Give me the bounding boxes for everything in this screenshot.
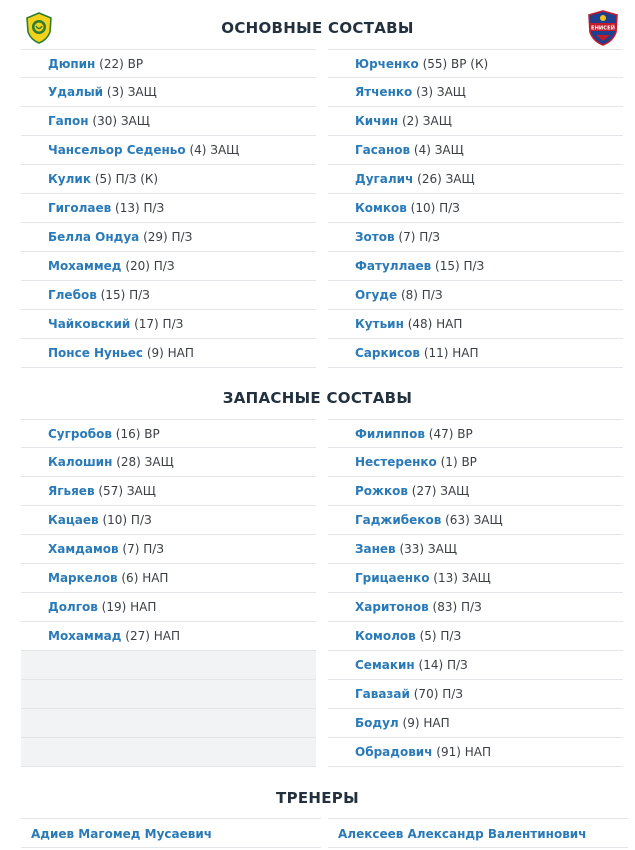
player-row [21,281,316,310]
player-number-position: (27) НАП [125,629,180,643]
player-name-link[interactable]: Комков [355,201,407,215]
player-name-link[interactable]: Ягьяев [48,484,95,498]
player-row [21,194,316,223]
player-number-position: (33) ЗАЩ [399,542,457,556]
player-name-link[interactable]: Кулик [48,172,91,186]
player-name-link[interactable]: Огуде [355,288,398,302]
player-number-position: (20) П/З [125,259,175,273]
player-name-link[interactable]: Глебов [48,288,97,302]
player-row [328,107,623,136]
player-number-position: (48) НАП [407,317,463,331]
player-number-position: (30) ЗАЩ [92,114,150,128]
player-number-position: (22) ВР [99,57,144,71]
player-row [328,738,623,767]
player-name-link[interactable]: Долгов [48,600,98,614]
home-coach[interactable]: Адиев Магомед Мусаевич [21,818,321,848]
player-row [328,709,623,738]
player-number-position: (83) П/З [432,600,482,614]
player-row [328,477,623,506]
player-number-position: (15) П/З [100,288,150,302]
empty-row [21,680,316,709]
player-name-link[interactable]: Кичин [355,114,399,128]
player-row [328,535,623,564]
player-name-link[interactable]: Саркисов [355,346,420,360]
player-name-link[interactable]: Нестеренко [355,455,437,469]
player-row [328,78,623,107]
player-name-link[interactable]: Рожков [355,484,408,498]
player-name-link[interactable]: Удалый [48,85,104,99]
player-number-position: (4) ЗАЩ [189,143,240,157]
away-subs-list [328,419,623,767]
home-subs-list [21,419,316,767]
player-name-link[interactable]: Харитонов [355,600,429,614]
player-number-position: (63) ЗАЩ [445,513,503,527]
player-row [21,49,316,78]
player-number-position: (70) П/З [413,687,463,701]
player-number-position: (91) НАП [436,745,491,759]
player-name-link[interactable]: Филиппов [355,427,425,441]
player-row [328,564,623,593]
player-row [328,593,623,622]
player-name-link[interactable]: Ятченко [355,85,413,99]
coaches-title: ТРЕНЕРЫ [276,789,359,807]
player-row [328,136,623,165]
player-row [21,165,316,194]
away-coach[interactable]: Алексеев Александр Валентинович [328,818,628,848]
player-number-position: (7) П/З [398,230,440,244]
player-number-position: (26) ЗАЩ [417,172,475,186]
player-number-position: (4) ЗАЩ [413,143,464,157]
player-number-position: (11) НАП [423,346,479,360]
player-row [21,107,316,136]
player-name-link[interactable]: Гаджибеков [355,513,442,527]
player-row [328,622,623,651]
player-row [21,78,316,107]
player-row [21,593,316,622]
player-name-link[interactable]: Дюпин [48,57,96,71]
player-row [328,506,623,535]
player-name-link[interactable]: Белла Ондуа [48,230,140,244]
player-number-position: (9) НАП [402,716,450,730]
player-number-position: (15) П/З [435,259,485,273]
player-number-position: (28) ЗАЩ [116,455,174,469]
player-name-link[interactable]: Обрадович [355,745,433,759]
player-row [328,165,623,194]
player-row [21,252,316,281]
player-name-link[interactable]: Бодул [355,716,399,730]
away-starting-list [328,49,623,368]
player-number-position: (27) ЗАЩ [411,484,470,498]
player-number-position: (9) НАП [146,346,194,360]
player-name-link[interactable]: Чансельор Седеньо [48,143,186,157]
player-row [21,564,316,593]
player-row [21,136,316,165]
player-name-link[interactable]: Грицаенко [355,571,430,585]
player-name-link[interactable]: Семакин [355,658,415,672]
away-logo-text: ЕНИСЕЙ [591,25,615,32]
player-name-link[interactable]: Юрченко [355,57,419,71]
player-row [328,339,623,368]
player-row [21,535,316,564]
player-name-link[interactable]: Хамдамов [48,542,119,556]
empty-row [21,709,316,738]
player-row [328,651,623,680]
player-number-position: (1) ВР [440,455,477,469]
player-row [328,194,623,223]
substitutes-title: ЗАПАСНЫЕ СОСТАВЫ [222,389,413,407]
player-row [328,223,623,252]
player-number-position: (2) ЗАЩ [401,114,452,128]
player-name-link[interactable]: Занев [355,542,396,556]
player-row [21,622,316,651]
player-name-link[interactable]: Мохаммад [48,629,122,643]
player-row [21,506,316,535]
player-number-position: (8) П/З [400,288,443,302]
player-row [328,281,623,310]
player-number-position: (3) ЗАЩ [106,85,157,99]
player-number-position: (3) ЗАЩ [416,85,466,99]
player-number-position: (7) П/З [122,542,164,556]
player-number-position: (47) ВР [428,427,473,441]
player-number-position: (55) ВР (К) [422,57,489,71]
player-row [21,477,316,506]
player-name-link[interactable]: Маркелов [48,571,118,585]
player-row [328,419,623,448]
player-row [21,339,316,368]
empty-row [21,738,316,767]
player-name-link[interactable]: Мохаммед [48,259,122,273]
player-row [328,680,623,709]
player-name-link[interactable]: Сугробов [48,427,112,441]
player-number-position: (10) П/З [102,513,152,527]
player-number-position: (10) П/З [410,201,460,215]
player-number-position: (5) П/З [419,629,462,643]
player-row [21,310,316,339]
player-name-link[interactable]: Дугалич [355,172,414,186]
player-name-link[interactable]: Кутьин [355,317,404,331]
player-number-position: (29) П/З [143,230,193,244]
player-number-position: (19) НАП [101,600,157,614]
player-name-link[interactable]: Зотов [355,230,395,244]
player-row [21,448,316,477]
player-number-position: (13) ЗАЩ [433,571,491,585]
player-row [328,252,623,281]
player-number-position: (16) ВР [115,427,160,441]
player-number-position: (13) П/З [115,201,165,215]
player-name-link[interactable]: Гапон [48,114,89,128]
player-name-link[interactable]: Чайковский [48,317,131,331]
player-name-link[interactable]: Понсе Нуньес [48,346,144,360]
player-number-position: (5) П/З (К) [94,172,159,186]
player-name-link[interactable]: Гасанов [355,143,411,157]
player-name-link[interactable]: Кацаев [48,513,99,527]
player-name-link[interactable]: Комолов [355,629,416,643]
player-row [328,310,623,339]
player-name-link[interactable]: Гавазай [355,687,410,701]
player-row [328,49,623,78]
player-name-link[interactable]: Калошин [48,455,113,469]
empty-row [21,651,316,680]
player-number-position: (14) П/З [418,658,468,672]
player-number-position: (6) НАП [121,571,169,585]
player-row [21,223,316,252]
player-name-link[interactable]: Гиголаев [48,201,112,215]
player-number-position: (17) П/З [134,317,184,331]
player-name-link[interactable]: Фатуллаев [355,259,432,273]
player-row [21,419,316,448]
player-row [328,448,623,477]
player-number-position: (57) ЗАЩ [98,484,156,498]
starting-lineups-title: ОСНОВНЫЕ СОСТАВЫ [221,19,414,37]
home-starting-list [21,49,316,368]
